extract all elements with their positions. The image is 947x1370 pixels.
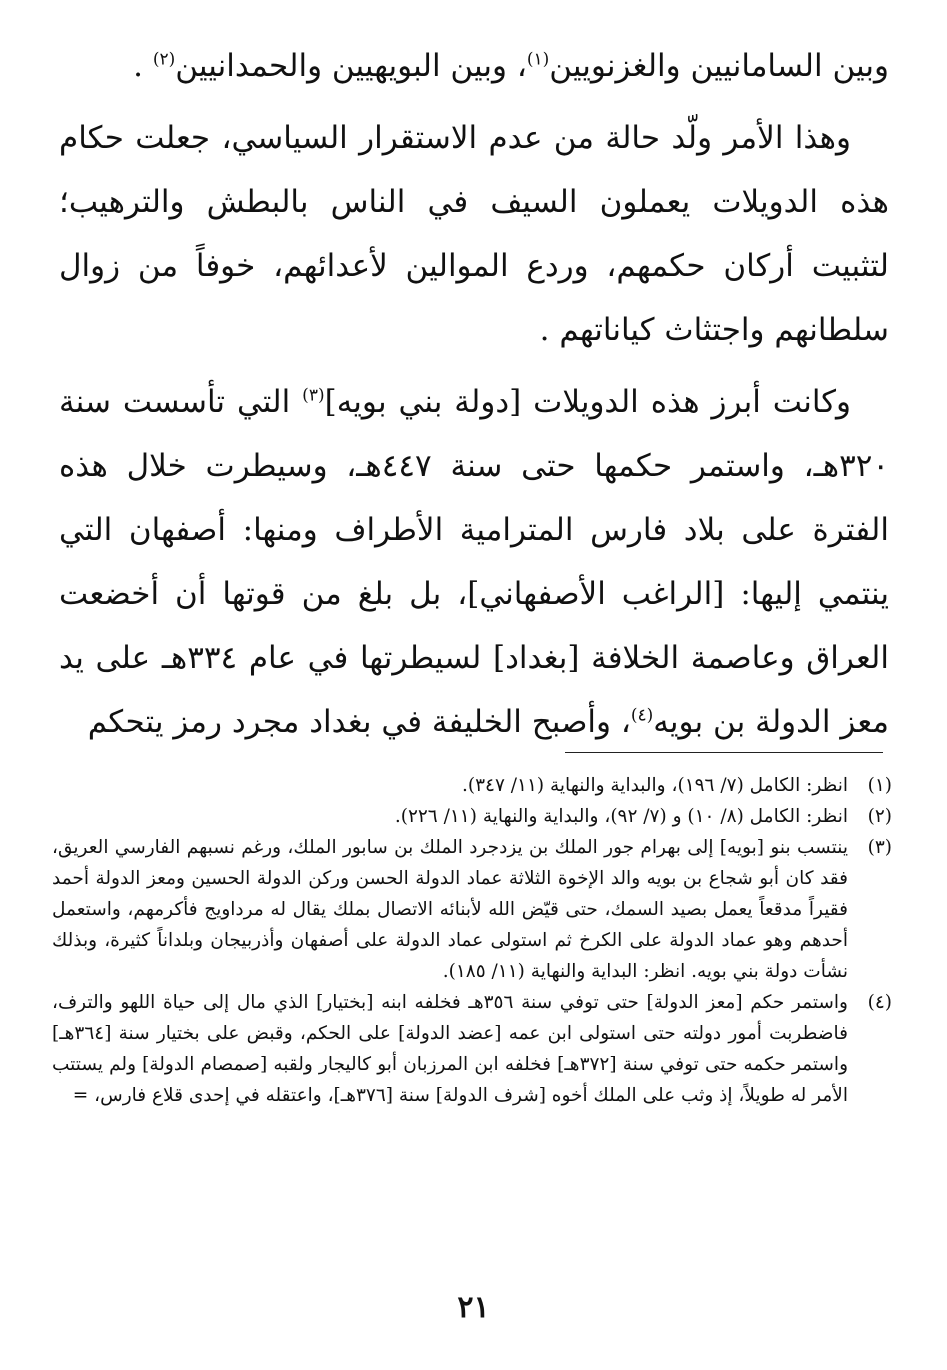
text-run: وبين السامانيين والغزنويين <box>549 48 889 84</box>
paragraph-2 <box>59 106 889 362</box>
text-run: ، وبين البويهيين والحمدانيين <box>175 48 527 84</box>
footnote-ref-1[interactable]: (١) <box>526 49 550 70</box>
footnote-3 <box>52 832 892 987</box>
paragraph-3 <box>59 370 889 754</box>
footnote-number: (٣) <box>867 837 892 858</box>
footnote-number: (١) <box>867 775 892 796</box>
footnote-1 <box>52 770 892 801</box>
footnote-text: انظر: الكامل (٧/ ١٩٦)، والبداية والنهاية (١١/ ٣٤٧). <box>461 775 848 796</box>
footnote-ref-2[interactable]: (٢) <box>152 49 176 70</box>
footnote-number: (٢) <box>867 806 892 827</box>
footnote-text: انظر: الكامل (٨/ ١٠) و (٧/ ٩٢)، والبداية والنهاية (١١/ ٢٢٦). <box>394 806 848 827</box>
footnote-separator <box>565 752 883 753</box>
footnote-text: ينتسب بنو [بويه] إلى بهرام جور الملك بن يزدجرد الملك بن سابور الملك، ورغم نسبهم الفارسي العريق، فقد كان أبو شجاع بن بويه والد الإخوة الثلاثة عماد الدولة الحسن وركن الدولة الحسين ومعز الدولة أحمد فقيراً مدقعاً يعمل بصيد السمك، حتى قيّض الله لأبنائه الاتصال بملك يقال له مرداويج فأكرمهم، واستعمل أحدهم وهو عماد الدولة على الكرخ ثم استولى عماد الدولة على أصفهان وأذربيجان وبلداناً كثيرة، وبذلك نشأت دولة بني بويه. انظر: البداية والنهاية (١١/ ١٨٥). <box>52 837 848 982</box>
text-run: وهذا الأمر ولّد حالة من عدم الاستقرار السياسي، جعلت حكام هذه الدويلات يعملون السيف في الناس بالبطش والترهيب؛ لتثبيت أركان حكمهم، وردع الموالين لأعدائهم، خوفاً من زوال سلطانهم واجتثاث كياناتهم . <box>59 120 889 348</box>
text-run: . <box>133 48 153 84</box>
footnote-ref-4[interactable]: (٤) <box>630 705 654 726</box>
text-run: وكانت أبرز هذه الدويلات [دولة بني بويه] <box>324 384 851 420</box>
text-run: ، وأصبح الخليفة في بغداد مجرد رمز يتحكم <box>87 704 631 740</box>
footnotes <box>52 770 892 1111</box>
footnote-ref-3[interactable]: (٣) <box>302 385 325 406</box>
main-text <box>59 34 889 754</box>
footnote-4 <box>52 987 892 1111</box>
footnote-text: واستمر حكم [معز الدولة] حتى توفي سنة ٣٥٦هـ فخلفه ابنه [بختيار] الذي مال إلى حياة اللهو والترف، فاضطربت أمور دولته حتى استولى ابن عمه [عضد الدولة] على الحكم، وقبض على بختيار سنة [٣٦٤هـ] واستمر حكمه حتى توفي سنة [٣٧٢هـ] فخلفه ابن المرزبان أبو كاليجار ولقبه [صمصام الدولة] ولم يستتب الأمر له طويلاً، إذ وثب على الملك أخوه [شرف الدولة] سنة [٣٧٦هـ]، واعتقله في إحدى قلاع فارس، = <box>52 992 849 1106</box>
footnote-number: (٤) <box>867 992 892 1013</box>
paragraph-1 <box>59 34 889 98</box>
footnote-2 <box>52 801 892 832</box>
page-number: ٢١ <box>457 1290 490 1325</box>
text-run: التي تأسست سنة ٣٢٠هـ، واستمر حكمها حتى سنة ٤٤٧هـ، وسيطرت خلال هذه الفترة على بلاد فارس المترامية الأطراف ومنها: أصفهان التي ينتمي إليها: [الراغب الأصفهاني]، بل بلغ من قوتها أن أخضعت العراق وعاصمة الخلافة [بغداد] لسيطرتها في عام ٣٣٤هـ على يد معز الدولة بن بويه <box>59 384 890 740</box>
